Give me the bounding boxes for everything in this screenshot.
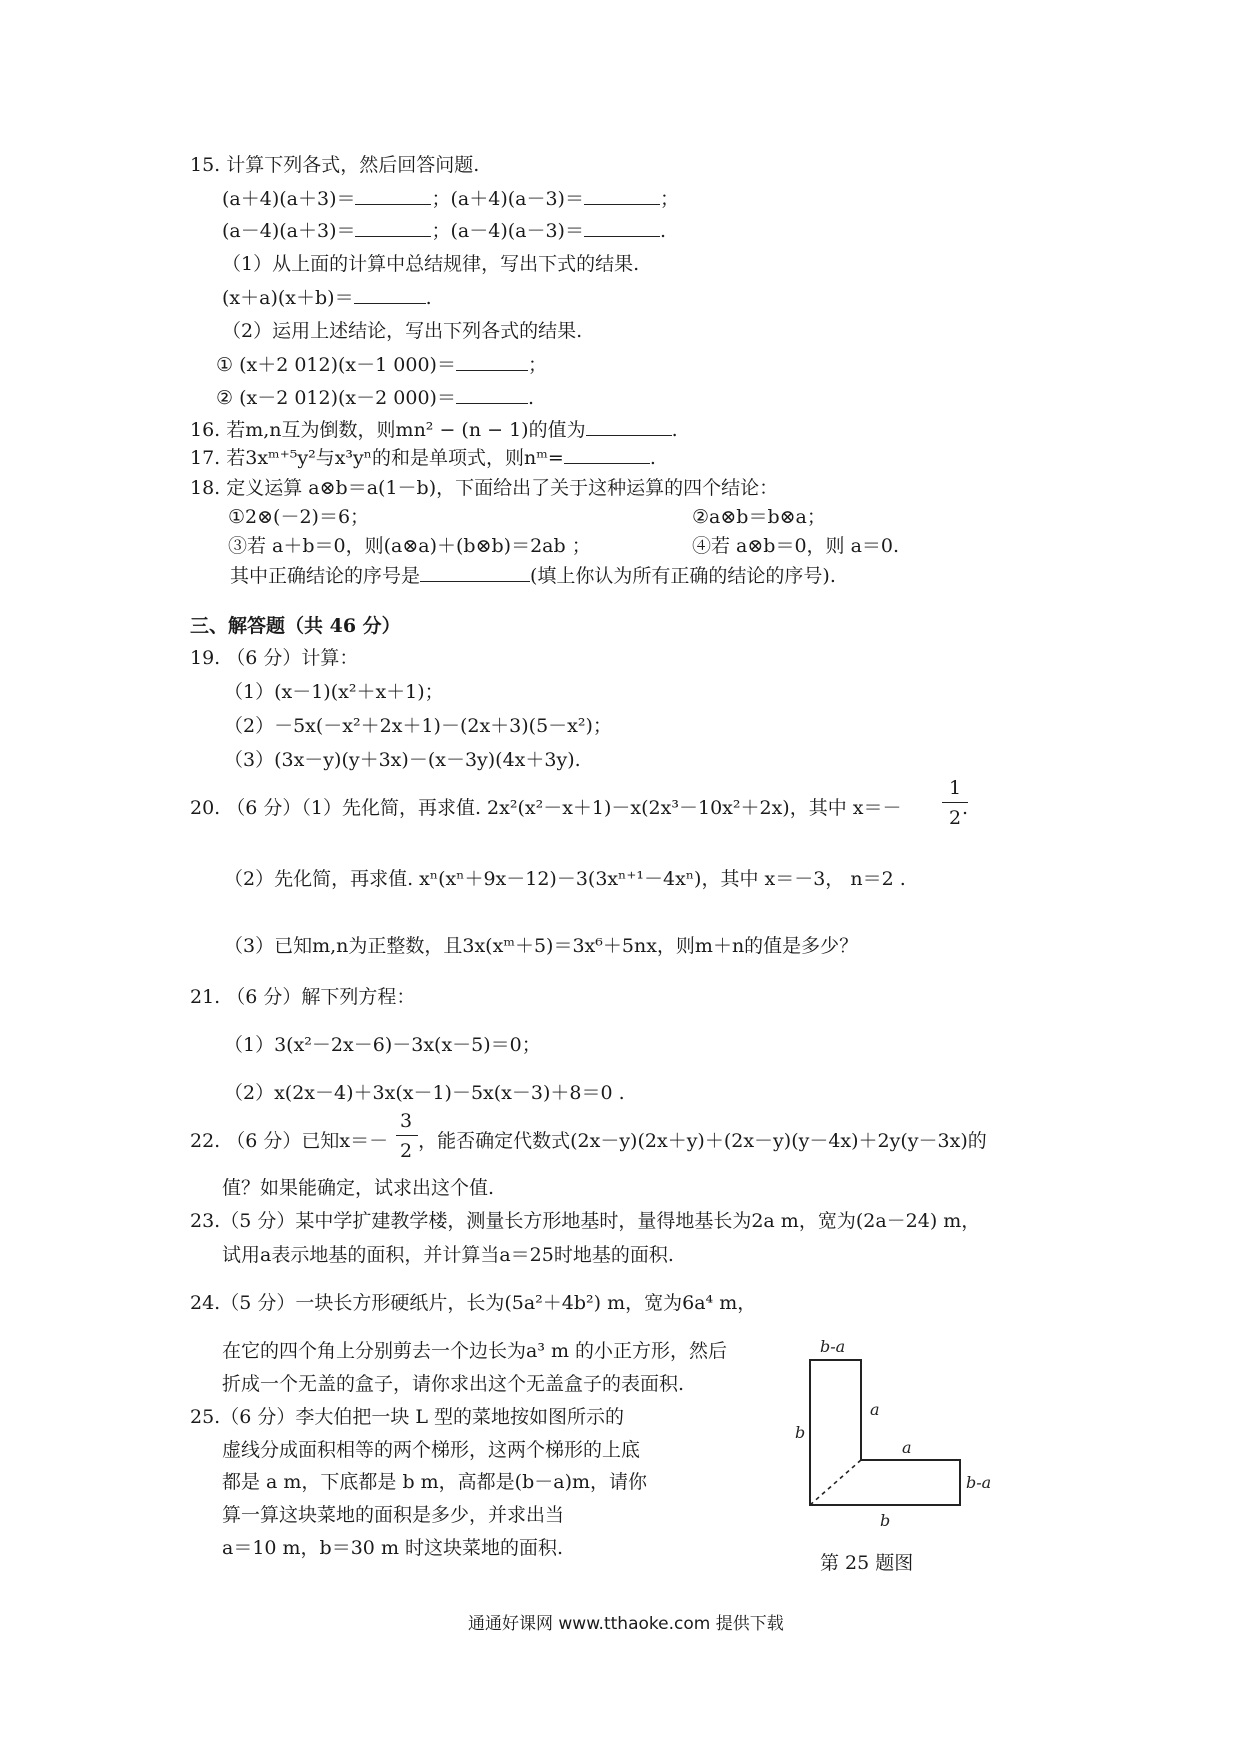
q15-expr5: (x＋a)(x＋b)＝ [222, 287, 354, 309]
q19-part3: （3）(3x－y)(y＋3x)－(x－3y)(4x＋3y). [224, 749, 581, 771]
label-inner-vertical: a [870, 1400, 880, 1419]
q15-expr2: ；(a＋4)(a－3)＝ [431, 188, 584, 210]
section-title: 三、解答题（共 46 分） [190, 615, 401, 637]
q22-post: ，能否确定代数式(2x－y)(2x＋y)＋(2x－y)(y－4x)＋2y(y－3x)的 [418, 1130, 987, 1152]
q19-part1: （1）(x－1)(x²＋x＋1)； [224, 681, 444, 703]
q15-expr1: (a＋4)(a＋3)＝ [222, 188, 356, 210]
q18-conclusion-4: ④若 a⊗b＝0，则 a＝0. [692, 535, 900, 557]
figure-caption: 第 25 题图 [820, 1552, 914, 1574]
q24-line3: 折成一个无盖的盒子，请你求出这个无盖盒子的表面积. [222, 1373, 685, 1395]
footer-text: 通通好课网 www.tthaoke.com 提供下载 [468, 1614, 784, 1634]
q15-part1: （1）从上面的计算中总结规律，写出下式的结果. [222, 253, 640, 275]
q22-line2: 值？如果能确定，试求出这个值. [222, 1177, 495, 1199]
q18-title: 18. 定义运算 a⊗b＝a(1－b)，下面给出了关于这种运算的四个结论： [190, 477, 779, 499]
q19-part2: （2）－5x(－x²＋2x＋1)－(2x＋3)(5－x²)； [224, 715, 612, 737]
q15-row2: (a－4)(a＋3)＝ ；(a－4)(a－3)＝ . [222, 216, 666, 245]
answer-blank[interactable] [354, 283, 426, 304]
q25-line2: 虚线分成面积相等的两个梯形，这两个梯形的上底 [222, 1439, 641, 1461]
q18-conclusion-3: ③若 a＋b＝0，则(a⊗a)＋(b⊗b)＝2ab ； [228, 535, 591, 557]
answer-blank[interactable] [456, 383, 528, 404]
q17-text: 17. 若3xᵐ⁺⁵y²与x³yⁿ的和是单项式，则nᵐ= [190, 447, 564, 469]
answer-blank[interactable] [355, 184, 431, 205]
q20-fraction-numerator: 1 [948, 777, 962, 799]
q15-expr3: (a－4)(a＋3)＝ [222, 220, 356, 242]
answer-blank[interactable] [355, 216, 431, 237]
answer-blank[interactable] [564, 443, 650, 464]
q20-part1 [190, 794, 901, 822]
q25-line3: 都是 a m，下底都是 b m，高都是(b－a)m，请你 [222, 1471, 648, 1493]
q15-expr7: ② (x－2 012)(x－2 000)＝ [216, 387, 456, 409]
q21-part2: （2）x(2x－4)＋3x(x－1)－5x(x－3)＋8＝0 . [224, 1082, 625, 1104]
q18-conclusion-2: ②a⊗b＝b⊗a； [692, 506, 826, 528]
l-shape-outline [810, 1360, 960, 1505]
answer-blank[interactable] [456, 350, 528, 371]
label-inner-horizontal: a [902, 1438, 912, 1457]
q20-x-value: x＝－ [852, 797, 902, 819]
label-right: b-a [966, 1473, 992, 1492]
q20-part3: （3）已知m,n为正整数，且3x(xᵐ＋5)＝3x⁶＋5nx，则m＋n的值是多少？ [224, 935, 859, 957]
q16-text: 16. 若m,n互为倒数，则mn² − (n − 1)的值为 [190, 419, 586, 441]
q22-x-value: x＝－ [339, 1130, 389, 1152]
q23-line2: 试用a表示地基的面积，并计算当a＝25时地基的面积. [222, 1244, 674, 1266]
q24-line2: 在它的四个角上分别剪去一个边长为a³ m 的小正方形，然后 [222, 1340, 728, 1362]
q20-part1-text: 20. （6 分）（1）先化简，再求值. 2x²(x²－x＋1)－x(2x³－10x²＋2x)，其中 [190, 797, 847, 819]
label-top: b-a [820, 1337, 846, 1356]
q20-fraction-denominator: 2 [948, 807, 962, 829]
q22-line1 [190, 1127, 987, 1155]
q15-row5: ② (x－2 012)(x－2 000)＝ . [216, 383, 534, 412]
q15-expr6: ① (x＋2 012)(x－1 000)＝ [216, 354, 456, 376]
label-bottom: b [880, 1511, 891, 1530]
q25-line1: 25.（6 分）李大伯把一块 L 型的菜地按如图所示的 [190, 1406, 625, 1428]
q18-ask [230, 561, 836, 590]
q18-ask-b: (填上你认为所有正确的结论的序号). [530, 565, 836, 587]
q22-pre: 22. （6 分）已知 [190, 1130, 340, 1152]
q25-line5: a＝10 m，b＝30 m 时这块菜地的面积. [222, 1537, 564, 1559]
q18-conclusion-1: ①2⊗(－2)＝6； [228, 506, 370, 528]
q15-row4: ① (x＋2 012)(x－1 000)＝ ； [216, 350, 547, 379]
q23-line1: 23.（5 分）某中学扩建教学楼，测量长方形地基时，量得地基长为2a m，宽为(2a－24) m， [190, 1210, 981, 1232]
q25-line4: 算一算这块菜地的面积是多少，并求出当 [222, 1504, 565, 1526]
q22-fraction-denominator: 2 [399, 1140, 413, 1162]
label-left: b [795, 1423, 806, 1442]
q20-part2: （2）先化简，再求值. xⁿ(xⁿ＋9x－12)－3(3xⁿ⁺¹－4xⁿ)，其中 x＝－3， n＝2 . [224, 868, 906, 890]
answer-blank[interactable] [420, 561, 530, 582]
period: . [962, 797, 969, 819]
q21-part1: （1）3(x²－2x－6)－3x(x－5)＝0； [224, 1034, 541, 1056]
fraction-bar [396, 1135, 418, 1136]
dashed-divider [810, 1460, 861, 1505]
q17: 17. 若3xᵐ⁺⁵y²与x³yⁿ的和是单项式，则nᵐ= . [190, 443, 656, 472]
answer-blank[interactable] [584, 184, 660, 205]
q16: 16. 若m,n互为倒数，则mn² − (n − 1)的值为 . [190, 415, 678, 444]
q15-row1: (a＋4)(a＋3)＝ ；(a＋4)(a－3)＝ ； [222, 184, 679, 213]
q15-expr4: ；(a－4)(a－3)＝ [431, 220, 584, 242]
answer-blank[interactable] [586, 415, 672, 436]
answer-blank[interactable] [584, 216, 660, 237]
q22-fraction-numerator: 3 [399, 1110, 413, 1132]
q15-part2: （2）运用上述结论，写出下列各式的结果. [222, 320, 583, 342]
q18-ask-a: 其中正确结论的序号是 [230, 565, 421, 587]
q15-row3: (x＋a)(x＋b)＝ . [222, 283, 432, 312]
q21-title: 21. （6 分）解下列方程： [190, 986, 416, 1008]
q19-title: 19. （6 分）计算： [190, 647, 359, 669]
q15-title: 15. 计算下列各式，然后回答问题. [190, 154, 480, 176]
q24-line1: 24.（5 分）一块长方形硬纸片，长为(5a²＋4b²) m，宽为6a⁴ m， [190, 1292, 757, 1314]
